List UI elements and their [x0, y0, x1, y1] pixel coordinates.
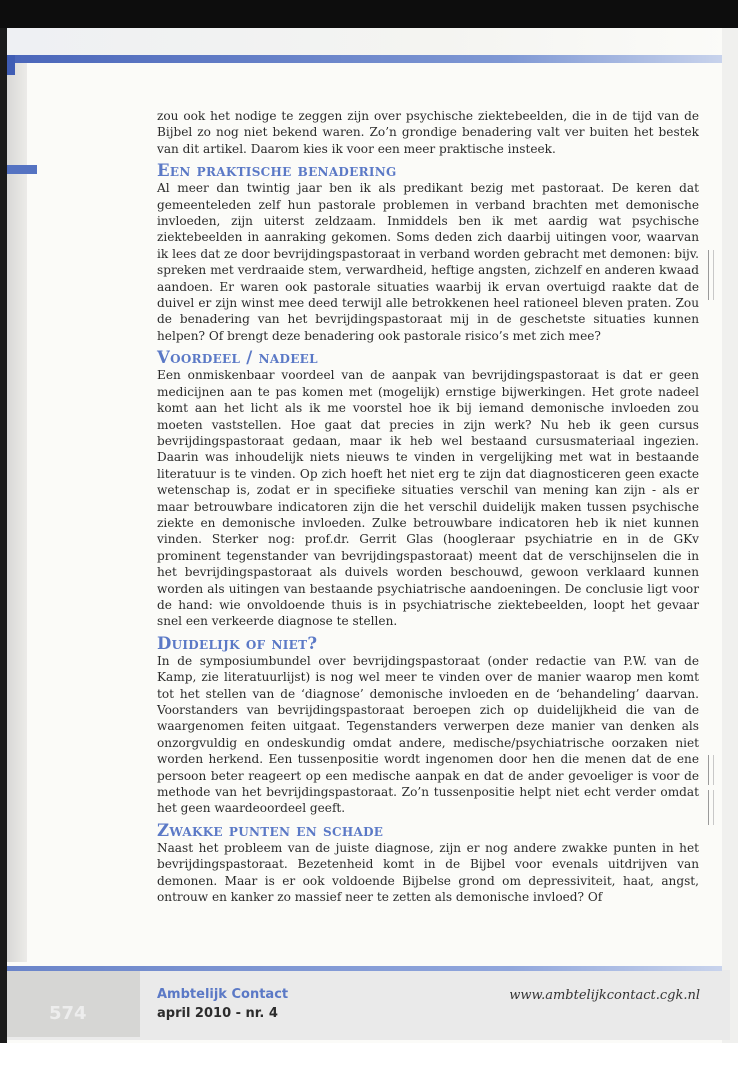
margin-marker [7, 165, 37, 174]
scan-left-edge [0, 28, 7, 1068]
section-paragraph: Al meer dan twintig jaar ben ik als predikant bezig met pastoraat. De keren dat gemeenteleden zelf hun pastorale problemen in verband brachten met demonische invloeden, zijn uiterst zeldzaam. Inmiddels ben ik met aardig wat psychische ziektebeelden in aanraking gekomen. Soms deden zich daarbij uitingen voor, waarvan ik lees dat ze door bevrijdingspastoraat in verband worden gebracht met demonen: bijv. spreken met verdraaide stem, verwardheid, heftige angsten, zichzelf en anderen kwaad aandoen. Er waren ook pastorale situaties waarbij ik ervan overtuigd raakte dat de duivel er zijn winst mee deed terwijl alle betrokkenen heel rationeel bleven praten. Zou de benadering van het bevrijdingspastoraat mij in de geschetste situaties kunnen helpen? Of brengt deze benadering ook pastorale risico’s met zich mee? [157, 181, 699, 343]
section-heading: Duidelijk of niet? [157, 633, 318, 653]
top-left-tab [7, 55, 15, 75]
section-heading: Voordeel / nadeel [157, 348, 318, 368]
intro-paragraph: zou ook het nodige te zeggen zijn over psychische ziektebeelden, die in de tijd van de Bijbel zo nog niet bekend waren. Zo’n grondige benadering valt ver buiten het bestek van dit artikel. Daarom kies ik voor een meer praktische insteek. [157, 109, 699, 156]
binding-mark [708, 790, 714, 825]
section-paragraph: Naast het probleem van de juiste diagnose, zijn er nog andere zwakke punten in het bevrijdingspastoraat. Bezetenheid komt in de Bijbel voor evenals uitdrijven van demonen. Maar is er ook voldoende Bijbelse grond om depressiviteit, haat, angst, ontrouw en kanker zo massief neer te zetten als demonische invloed? Of [157, 840, 699, 905]
scan-bottom-edge [0, 1043, 738, 1068]
issue-label: april 2010 - nr. 4 [157, 1006, 278, 1021]
scan-top-edge [0, 0, 738, 28]
website-url[interactable]: www.ambtelijkcontact.cgk.nl [509, 988, 700, 1003]
section-paragraph: In de symposiumbundel over bevrijdingspastoraat (onder redactie van P.W. van de Kamp, zie literatuurlijst) is nog wel meer te vinden over de manier waarop men komt tot het stellen van de ‘diagnose’ demonische invloeden en de ‘behandeling’ daarvan. Voorstanders van bevrijdingspastoraat beroepen zich op duidelijkheid die van de waargenomen feiten uitgaat. Tegenstanders verwerpen deze manier van denken als onzorgvuldig en ondeskundig omdat andere, medische/psychiatrische oorzaken niet worden herkend. Een tussenpositie wordt ingenomen door hen die menen dat de ene persoon beter reageert op een medische aanpak en dat de ander gevoeliger is voor de methode van het bevrijdingspastoraat. Zo’n tussenpositie helpt niet echt verder omdat het geen waardeoordeel geeft. [157, 653, 699, 816]
bleed-through-band [7, 28, 730, 58]
page-number: 574 [49, 1003, 87, 1024]
section-paragraph: Een onmiskenbaar voordeel van de aanpak van bevrijdingspastoraat is dat er geen medicijnen aan te pas komen met (mogelijk) ernstige bijwerkingen. Het grote nadeel komt aan het licht als ik me voorstel hoe ik bij iemand demonische invloeden zou moeten vaststellen. Hoe gaat dat precies in zijn werk? Nu heb ik geen cursus bevrijdingspastoraat gedaan, maar ik heb wel bestaand cursusmateriaal ingezien. Daarin was inhoudelijk niets nieuws te vinden in vergelijking met wat in bestaande literatuur is te vinden. Op zich hoeft het niet erg te zijn dat diagnosticeren geen exacte wetenschap is, zodat er in specifieke situaties verschil van mening kan zijn - als er maar betrouwbare indicatoren zijn die het verschil duidelijk maken tussen psychische ziekte en demonische invloeden. Zulke betrouwbare indicatoren heb ik niet kunnen vinden. Sterker nog: prof.dr. Gerrit Glas (hoogleraar psychiatrie en in de GKv prominent tegenstander van bevrijdingspastoraat) meent dat de verschijnselen die in het bevrijdingspastoraat als duivels worden beschouwd, gewoon verklaard kunnen worden als uitingen van bestaande psychiatrische aandoeningen. De conclusie ligt voor de hand: wie onvoldoende thuis is in psychiatrische ziektebeelden, loopt het gevaar snel een verkeerde diagnose te stellen. [157, 368, 699, 629]
magazine-title: Ambtelijk Contact [157, 987, 289, 1002]
scan-right-edge [722, 28, 738, 1068]
binding-mark [708, 755, 714, 785]
binding-mark [708, 250, 714, 300]
section-heading: Een praktische benadering [157, 161, 397, 181]
left-margin-bar [7, 62, 27, 962]
section-heading: Zwakke punten en schade [157, 820, 384, 840]
top-rule [7, 55, 722, 63]
article-body [157, 108, 699, 905]
